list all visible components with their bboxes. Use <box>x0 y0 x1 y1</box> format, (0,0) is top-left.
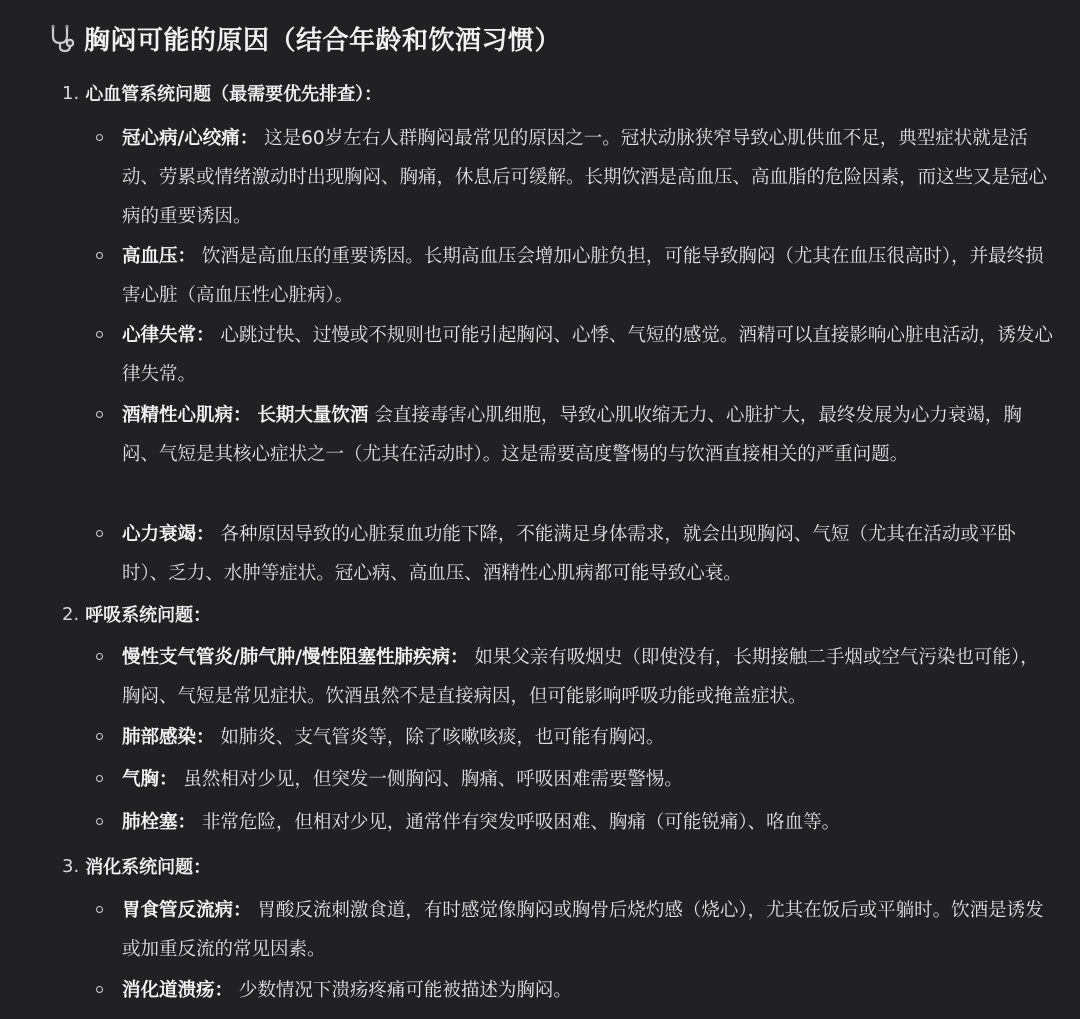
bullet-circle-icon <box>96 775 103 782</box>
list-number: 3. <box>62 855 80 877</box>
item-term: 胃食管反流病： <box>122 900 252 921</box>
list-item <box>96 515 1056 593</box>
list-item <box>96 316 1056 394</box>
list-item <box>96 803 1056 842</box>
item-text: 如肺炎、支气管炎等，除了咳嗽咳痰，也可能有胸闷。 <box>220 727 665 748</box>
item-text: 少数情况下溃疡疼痛可能被描述为胸闷。 <box>238 980 572 1001</box>
list-item <box>96 119 1056 236</box>
item-text: 虽然相对少见，但突发一侧胸闷、胸痛、呼吸困难需要警惕。 <box>183 769 683 790</box>
bullet-circle-icon <box>96 818 103 825</box>
item-text: 胃酸反流刺激食道，有时感觉像胸闷或胸骨后烧灼感（烧心），尤其在饭后或平躺时。饮酒是诱发或加重反流的常见因素。 <box>122 900 1044 960</box>
item-text: 心跳过快、过慢或不规则也可能引起胸闷、心悸、气短的感觉。酒精可以直接影响心脏电活动，诱发心律失常。 <box>122 325 1053 385</box>
list-number: 1. <box>62 82 80 104</box>
bullet-circle-icon <box>96 134 103 141</box>
item-text: 非常危险，但相对少见，通常伴有突发呼吸困难、胸痛（可能锐痛）、咯血等。 <box>201 812 841 833</box>
list-item <box>96 971 1056 1010</box>
item-term: 消化道溃疡： <box>122 980 234 1001</box>
section-title <box>46 16 561 60</box>
item-text: 各种原因导致的心脏泵血功能下降，不能满足身体需求，就会出现胸闷、气短（尤其在活动或平卧时）、乏力、水肿等症状。冠心病、高血压、酒精性心肌病都可能导致心衰。 <box>122 524 1016 584</box>
stethoscope-icon <box>46 22 78 54</box>
page-title: 胸闷可能的原因（结合年龄和饮酒习惯） <box>84 25 562 56</box>
item-term: 心力衰竭： <box>122 524 215 545</box>
section-3-header <box>62 853 211 879</box>
list-item <box>96 718 1056 757</box>
item-term: 酒精性心肌病： <box>122 405 252 426</box>
section-heading: 消化系统问题： <box>85 857 212 878</box>
item-text: 如果父亲有吸烟史（即使没有，长期接触二手烟或空气污染也可能），胸闷、气短是常见症状。饮酒虽然不是直接病因，但可能影响呼吸功能或掩盖症状。 <box>122 647 1039 707</box>
section-2-header <box>62 601 211 627</box>
item-term: 肺栓塞： <box>122 812 197 833</box>
item-term: 冠心病/心绞痛： <box>122 128 259 149</box>
bullet-circle-icon <box>96 986 103 993</box>
item-text: 这是60岁左右人群胸闷最常见的原因之一。冠状动脉狭窄导致心肌供血不足，典型症状就是活动、劳累或情绪激动时出现胸闷、胸痛，休息后可缓解。长期饮酒是高血压、高血脂的危险因素，而这些又是冠心病的重要诱因。 <box>122 128 1048 227</box>
bullet-circle-icon <box>96 653 103 660</box>
list-item <box>96 760 1056 799</box>
list-item <box>96 396 1056 474</box>
section-heading: 呼吸系统问题： <box>85 605 212 626</box>
bullet-circle-icon <box>96 530 103 537</box>
bullet-circle-icon <box>96 733 103 740</box>
item-term: 肺部感染： <box>122 727 215 748</box>
list-item <box>96 237 1056 315</box>
item-term: 慢性支气管炎/肺气肿/慢性阻塞性肺疾病： <box>122 647 469 668</box>
item-text: 饮酒是高血压的重要诱因。长期高血压会增加心脏负担，可能导致胸闷（尤其在血压很高时），并最终损害心脏（高血压性心脏病）。 <box>122 246 1044 306</box>
section-heading: 心血管系统问题（最需要优先排查）： <box>85 84 383 105</box>
list-item <box>96 891 1056 969</box>
item-term: 心律失常： <box>122 325 215 346</box>
item-text: 会直接毒害心肌细胞，导致心肌收缩无力、心脏扩大，最终发展为心力衰竭，胸闷、气短是其核心症状之一（尤其在活动时）。这是需要高度警惕的与饮酒直接相关的严重问题。 <box>122 405 1022 465</box>
item-term: 高血压： <box>122 246 197 267</box>
bullet-circle-icon <box>96 906 103 913</box>
item-emphasis: 长期大量饮酒 <box>257 405 369 426</box>
bullet-circle-icon <box>96 331 103 338</box>
list-number: 2. <box>62 603 80 625</box>
item-term: 气胸： <box>122 769 178 790</box>
bullet-circle-icon <box>96 411 103 418</box>
section-1-header <box>62 80 382 106</box>
bullet-circle-icon <box>96 252 103 259</box>
list-item <box>96 638 1056 716</box>
